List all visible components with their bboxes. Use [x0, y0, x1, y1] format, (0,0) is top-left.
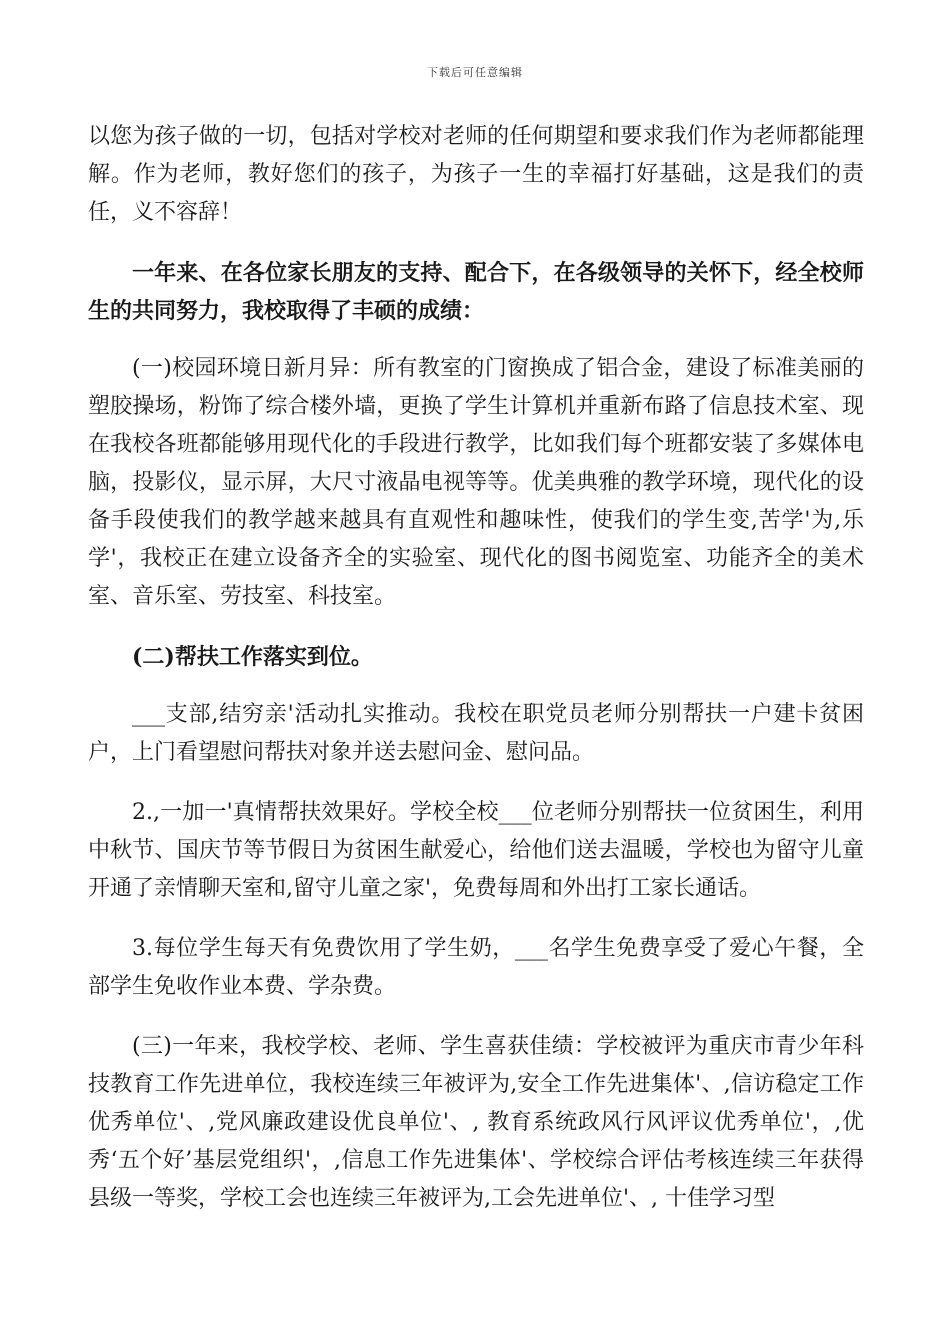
section-heading-assistance: (二)帮扶工作落实到位。: [132, 644, 373, 670]
page-header: 下载后可任意编辑: [427, 66, 523, 79]
paragraph-achievements-heading: 一年来、在各位家长朋友的支持、配合下，在各级领导的关怀下，经全校师生的共同努力，我校取得了丰硕的成绩：: [88, 260, 864, 324]
paragraph-honors: (三)一年来，我校学校、老师、学生喜获佳绩：学校被评为重庆市青少年科技教育工作先进单位，我校连续三年被评为,安全工作先进集体'、,信访稳定工作优秀单位'、,党风廉政建设优良单位'、, 教育系统政风行风评议优秀单位'，,优秀‘五个好’基层党组织'，,信息工作先进集体'、学校综合评估考核连续三年获得县级一等奖，学校工会也连续三年被评为,工会先进单位'、, 十佳学习型: [88, 1034, 864, 1211]
paragraph-free-milk: 3.每位学生每天有免费饮用了学生奶，___名学生免费享受了爱心午餐，全部学生免收作业本费、学杂费。: [88, 936, 864, 999]
document-body: [88, 118, 864, 1218]
paragraph-one-plus-one: 2.,一加一'真情帮扶效果好。学校全校___位老师分别帮扶一位贫困生，利用中秋节、国庆节等节假日为贫困生献爱心，给他们送去温暖，学校也为留守儿童开通了亲情聊天室和,留守儿童之家'，免费每周和外出打工家长通话。: [88, 800, 864, 901]
paragraph-intro: 以您为孩子做的一切，包括对学校对老师的任何期望和要求我们作为老师都能理解。作为老师，教好您们的孩子，为孩子一生的幸福打好基础，这是我们的责任，义不容辞！: [88, 124, 864, 225]
paragraph-campus-environment: (一)校园环境日新月异：所有教室的门窗换成了铝合金，建设了标准美丽的塑胶操场，粉饰了综合楼外墙，更换了学生计算机并重新布路了信息技术室、现在我校各班都能够用现代化的手段进行教学，比如我们每个班都安装了多媒体电脑，投影仪，显示屏，大尺寸液晶电视等等。优美典雅的教学环境，现代化的设备手段使我们的教学越来越具有直观性和趣味性，使我们的学生变,苦学'为,乐学'，我校正在建立设备齐全的实验室、现代化的图书阅览室、功能齐全的美术室、音乐室、劳技室、科技室。: [88, 356, 864, 609]
paragraph-branch-activity: ___支部,结穷亲'活动扎实推动。我校在职党员老师分别帮扶一户建卡贫困户，上门看望慰问帮扶对象并送去慰问金、慰问品。: [88, 702, 864, 765]
